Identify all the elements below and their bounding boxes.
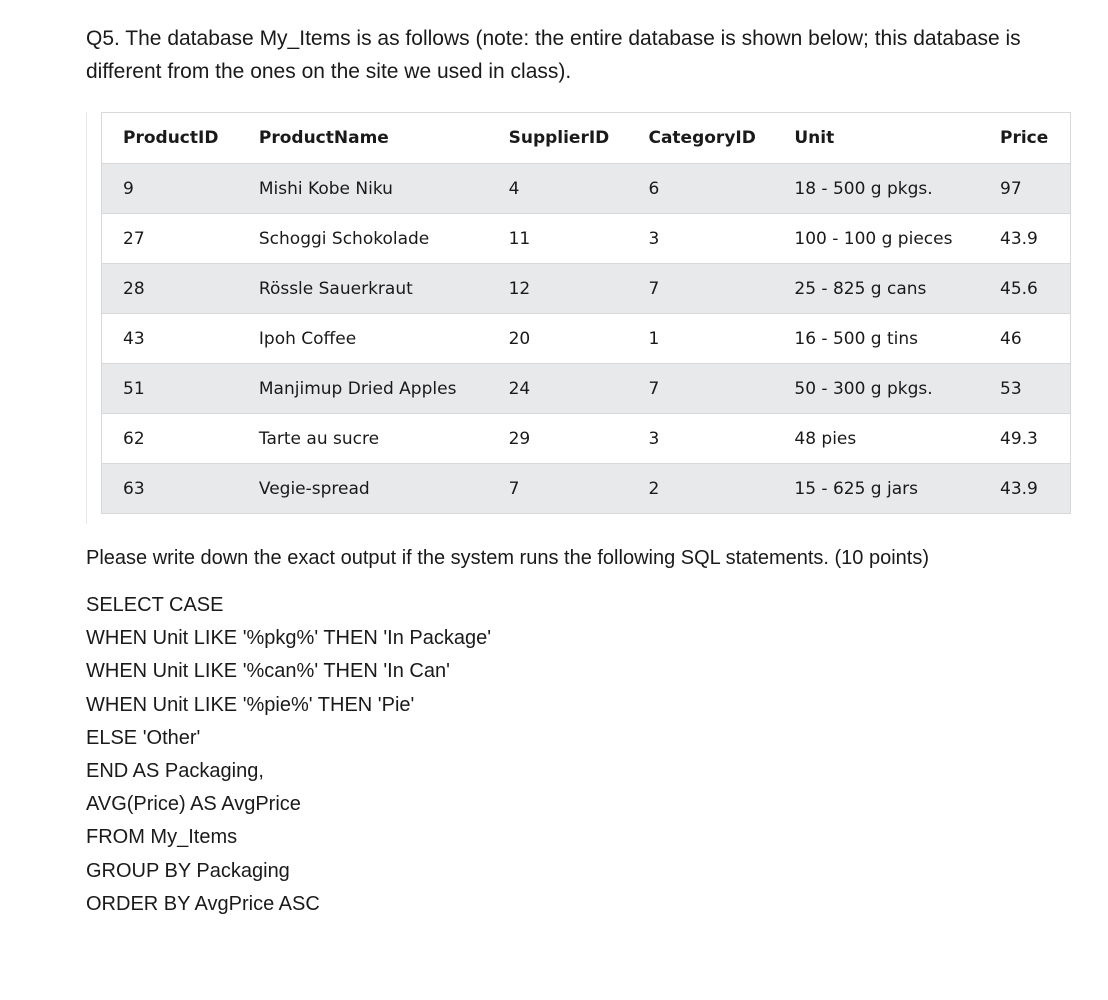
cell-unit: 50 - 300 g pkgs. — [794, 364, 1000, 414]
cell-categoryid: 7 — [648, 264, 794, 314]
cell-price: 49.3 — [1000, 414, 1071, 464]
cell-supplierid: 11 — [509, 214, 649, 264]
cell-productname: Vegie-spread — [259, 464, 509, 514]
sql-line: ORDER BY AvgPrice ASC — [86, 892, 320, 915]
cell-categoryid: 1 — [648, 314, 794, 364]
cell-productid: 28 — [102, 264, 259, 314]
sql-line: AVG(Price) AS AvgPrice — [86, 793, 301, 816]
cell-price: 43.9 — [1000, 214, 1071, 264]
cell-productid: 62 — [102, 414, 259, 464]
cell-productid: 43 — [102, 314, 259, 364]
cell-supplierid: 4 — [509, 164, 649, 214]
cell-categoryid: 2 — [648, 464, 794, 514]
cell-price: 43.9 — [1000, 464, 1071, 514]
header-categoryid: CategoryID — [648, 113, 794, 164]
cell-supplierid: 29 — [509, 414, 649, 464]
cell-supplierid: 20 — [509, 314, 649, 364]
sql-line: WHEN Unit LIKE '%pkg%' THEN 'In Package' — [86, 627, 492, 650]
cell-supplierid: 7 — [509, 464, 649, 514]
table-row — [102, 364, 1071, 414]
sql-line: FROM My_Items — [86, 826, 238, 849]
instruction-text: Please write down the exact output if the system runs the following SQL statements. (10 points) — [86, 547, 930, 569]
header-productname: ProductName — [259, 113, 509, 164]
cell-price: 53 — [1000, 364, 1071, 414]
cell-productid: 51 — [102, 364, 259, 414]
question-text — [86, 22, 1076, 88]
question-line-2: different from the ones on the site we used in class). — [86, 60, 572, 83]
cell-categoryid: 3 — [648, 414, 794, 464]
cell-unit: 25 - 825 g cans — [794, 264, 1000, 314]
cell-productid: 9 — [102, 164, 259, 214]
cell-productname: Mishi Kobe Niku — [259, 164, 509, 214]
cell-categoryid: 6 — [648, 164, 794, 214]
cell-unit: 18 - 500 g pkgs. — [794, 164, 1000, 214]
header-productid: ProductID — [102, 113, 259, 164]
header-price: Price — [1000, 113, 1071, 164]
cell-unit: 15 - 625 g jars — [794, 464, 1000, 514]
cell-unit: 16 - 500 g tins — [794, 314, 1000, 364]
table-row — [102, 214, 1071, 264]
cell-price: 46 — [1000, 314, 1071, 364]
sql-line: WHEN Unit LIKE '%can%' THEN 'In Can' — [86, 660, 450, 683]
cell-productid: 63 — [102, 464, 259, 514]
cell-productname: Rössle Sauerkraut — [259, 264, 509, 314]
sql-statement — [86, 589, 786, 921]
table-header-row — [102, 113, 1071, 164]
cell-price: 97 — [1000, 164, 1071, 214]
cell-supplierid: 12 — [509, 264, 649, 314]
header-unit: Unit — [794, 113, 1000, 164]
table-row — [102, 464, 1071, 514]
table-row — [102, 264, 1071, 314]
table-row — [102, 414, 1071, 464]
database-table — [101, 112, 1071, 514]
cell-productname: Ipoh Coffee — [259, 314, 509, 364]
database-table-container — [86, 112, 1071, 524]
cell-productname: Manjimup Dried Apples — [259, 364, 509, 414]
cell-productname: Schoggi Schokolade — [259, 214, 509, 264]
sql-line: WHEN Unit LIKE '%pie%' THEN 'Pie' — [86, 693, 415, 716]
question-line-1: Q5. The database My_Items is as follows (note: the entire database is shown below; this database is — [86, 27, 1021, 50]
sql-line: SELECT CASE — [86, 594, 224, 616]
cell-price: 45.6 — [1000, 264, 1071, 314]
cell-productname: Tarte au sucre — [259, 414, 509, 464]
table-row — [102, 164, 1071, 214]
table-row — [102, 314, 1071, 364]
cell-categoryid: 7 — [648, 364, 794, 414]
cell-supplierid: 24 — [509, 364, 649, 414]
cell-categoryid: 3 — [648, 214, 794, 264]
sql-line: END AS Packaging, — [86, 760, 264, 783]
cell-productid: 27 — [102, 214, 259, 264]
cell-unit: 100 - 100 g pieces — [794, 214, 1000, 264]
cell-unit: 48 pies — [794, 414, 1000, 464]
header-supplierid: SupplierID — [509, 113, 649, 164]
sql-line: GROUP BY Packaging — [86, 859, 290, 882]
sql-line: ELSE 'Other' — [86, 726, 201, 749]
